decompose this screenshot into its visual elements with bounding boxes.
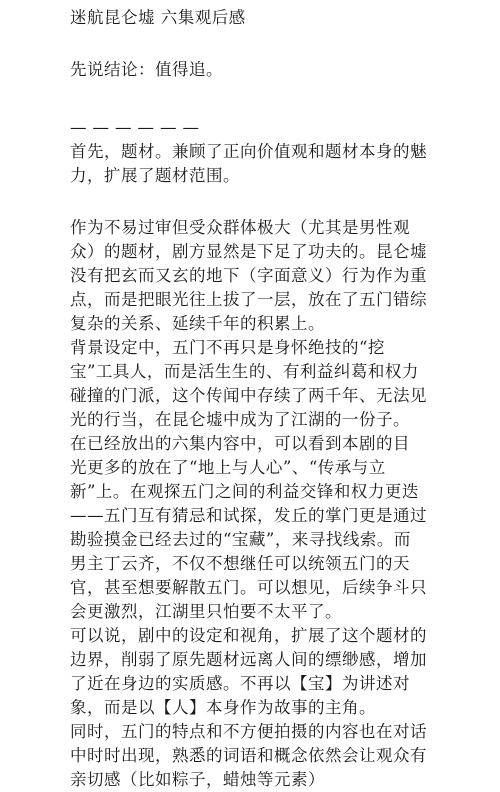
text-line: 象，而是以【人】本身作为故事的主角。 [70, 698, 376, 717]
text-line: 亲切感（比如粽子，蜡烛等元素） [70, 770, 325, 789]
text-line: 边界，削弱了原先题材远离人间的缥缈感，增加 [70, 650, 427, 669]
spacer [70, 188, 474, 216]
section-intro [70, 140, 474, 188]
text-line: 在已经放出的六集内容中，可以看到本剧的目 [70, 434, 410, 453]
text-line: 会更激烈，江湖里只怕要不太平了。 [70, 602, 342, 621]
text-line: 官，甚至想要解散五门。可以想见，后续争斗只 [70, 578, 427, 597]
article-title: 迷航昆仑墟 六集观后感 [70, 8, 246, 27]
text-line: 力，扩展了题材范围。 [70, 166, 240, 185]
divider-line: —————— [70, 118, 205, 137]
verdict-text: 先说结论：值得追。 [70, 60, 223, 79]
paragraph-1 [70, 216, 474, 336]
text-line: 作为不易过审但受众群体极大（尤其是男性观 [70, 218, 410, 237]
text-line: 点，而是把眼光往上拔了一层，放在了五门错综 [70, 290, 427, 309]
text-line: 男主丁云齐，不仅不想继任可以统领五门的天 [70, 554, 410, 573]
text-line: 宝”工具人，而是活生生的、有利益纠葛和权力 [70, 362, 419, 381]
text-line: 新”上。在观探五门之间的利益交锋和权力更迭 [70, 482, 419, 501]
paragraph-2 [70, 336, 474, 432]
paragraph-3 [70, 432, 474, 624]
text-line: 背景设定中，五门不再只是身怀绝技的“挖 [70, 338, 385, 357]
text-line: 复杂的关系、延续千年的积累上。 [70, 314, 325, 333]
text-line: 光更多的放在了“地上与人心”、“传承与立 [70, 458, 386, 477]
paragraph-5 [70, 720, 474, 792]
text-line: 中时时出现，熟悉的词语和概念依然会让观众有 [70, 746, 427, 765]
spacer [70, 30, 474, 58]
text-line: 碰撞的门派，这个传闻中存续了两千年、无法见 [70, 386, 427, 405]
spacer [70, 82, 474, 116]
text-line: ——五门互有猜忌和试探，发丘的掌门更是通过 [70, 506, 427, 525]
paragraph-4 [70, 624, 474, 720]
text-line: 了近在身边的实质感。不再以【宝】为讲述对 [70, 674, 410, 693]
text-line: 同时，五门的特点和不方便拍摄的内容也在对话 [70, 722, 427, 741]
text-line: 光的行当，在昆仑墟中成为了江湖的一份子。 [70, 410, 410, 429]
text-line: 没有把玄而又玄的地下（字面意义）行为作为重 [70, 266, 427, 285]
text-line: 勘验摸金已经去过的“宝藏”，来寻找线索。而 [70, 530, 411, 549]
text-line: 可以说，剧中的设定和视角，扩展了这个题材的 [70, 626, 427, 645]
text-line: 首先，题材。兼顾了正向价值观和题材本身的魅 [70, 142, 427, 161]
text-line: 众）的题材，剧方显然是下足了功夫的。昆仑墟 [70, 242, 427, 261]
